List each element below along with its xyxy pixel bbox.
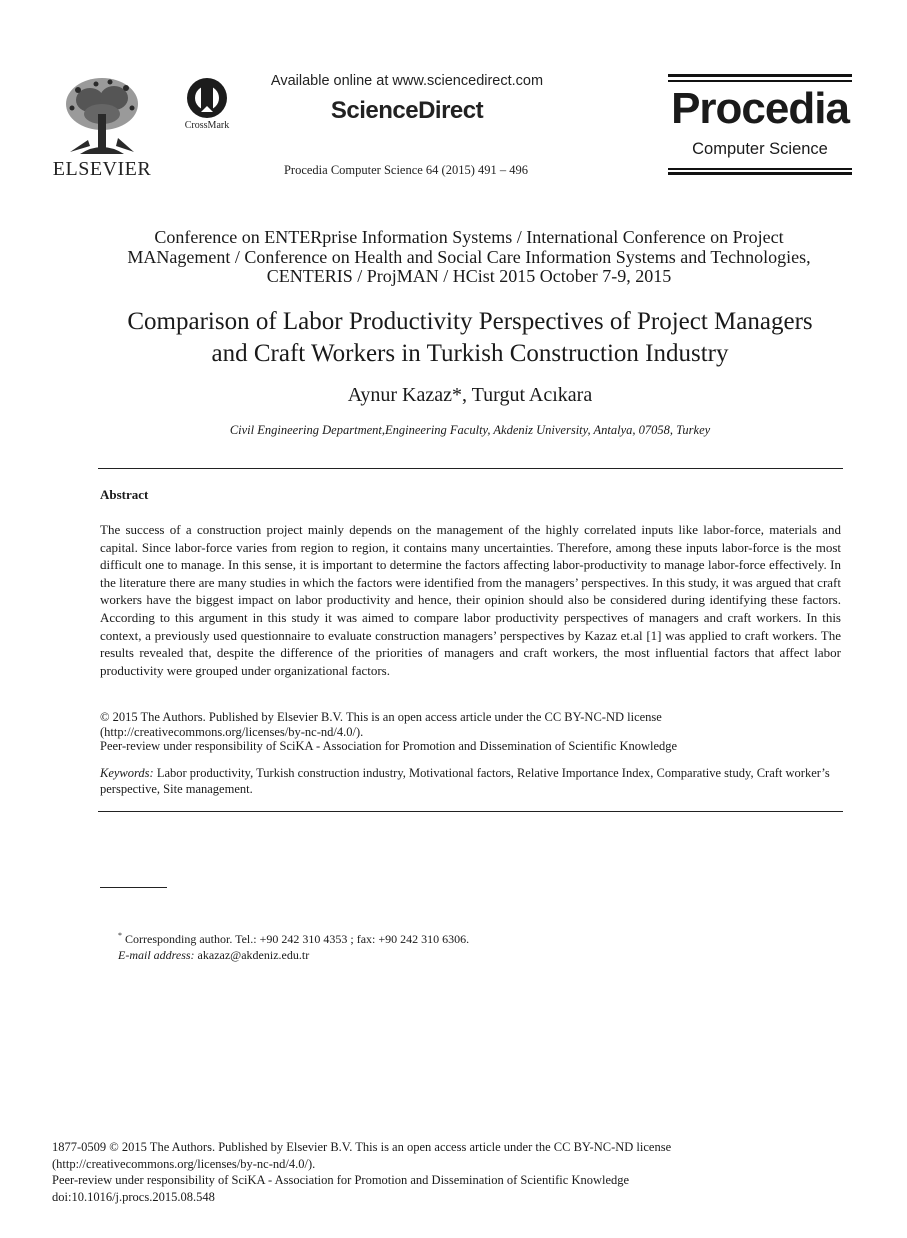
license-line-1: © 2015 The Authors. Published by Elsevier B.V. This is an open access article under the CC BY-NC-ND license: [100, 710, 662, 724]
crossmark-label: CrossMark: [184, 120, 230, 131]
conference-line-1: Conference on ENTERprise Information Systems / International Conference on Project: [154, 227, 784, 247]
footer-line-3: Peer-review under responsibility of SciKA - Association for Promotion and Dissemination of Scientific Knowledge: [52, 1173, 630, 1187]
procedia-top-rule: [668, 74, 852, 77]
keywords-text: Labor productivity, Turkish construction industry, Motivational factors, Relative Importance Index, Comparative study, Craft worker’s perspective, Site management.: [100, 766, 830, 796]
copyright-footer: [52, 1139, 852, 1205]
crossmark-icon: [185, 76, 229, 120]
procedia-subtitle: Computer Science: [692, 140, 828, 158]
procedia-logo: [668, 74, 852, 176]
keywords-label: Keywords:: [100, 766, 154, 780]
available-online-link[interactable]: Available online at www.sciencedirect.com: [270, 73, 544, 89]
license-statement: [100, 710, 841, 754]
title-line-2: and Craft Workers in Turkish Construction Industry: [211, 340, 729, 367]
license-line-3: Peer-review under responsibility of SciKA - Association for Promotion and Dissemination of Scientific Knowledge: [100, 739, 678, 753]
conference-line-2: MANagement / Conference on Health and Social Care Information Systems and Technologies,: [127, 246, 811, 267]
conference-name: [98, 228, 840, 287]
footnote-marker: *: [118, 931, 122, 940]
abstract-text: The success of a construction project mainly depends on the management of the highly correlated inputs like labor-force, materials and capital. Since labor-force varies from region to region, it contains many uncertainties. Therefore, among these inputs labor-force is the most difficult one to manage. In this sense, it is important to determine the factors affecting labor-productivity to manage labor-force effectively. In the literature there are many studies in which the factors were identified from the managers’ perspectives. In this study, it was argued that craft workers have the biggest impact on labor productivity and hence, their opinion should also be considered during identifying these factors. According to this argument in this study it was aimed to compare labor productivity perspectives of managers and craft workers. In this context, a previously used questionnaire to evaluate construction managers’ perspectives by Kazaz et.al [1] was applied to craft workers. The results revealed that, despite the difference of the priorities of managers and craft workers, the most influential factors that affect labor productivity were grouped under organizational factors.: [100, 522, 841, 678]
email-label: E-mail address:: [118, 948, 195, 962]
procedia-top-rule-thin: [668, 80, 852, 82]
elsevier-wordmark: ELSEVIER: [52, 158, 152, 180]
procedia-title: Procedia: [671, 84, 849, 133]
footer-line-1: 1877-0509 © 2015 The Authors. Published by Elsevier B.V. This is an open access article under the CC BY-NC-ND license: [52, 1140, 672, 1154]
footnote: [118, 928, 718, 963]
footnote-rule: [100, 887, 167, 888]
footer-license-link[interactable]: (http://creativecommons.org/licenses/by-nc-nd/4.0/).: [52, 1156, 316, 1171]
procedia-bottom-rule-thin: [668, 168, 852, 170]
corresponding-author-note: [118, 928, 718, 947]
email-note: [118, 947, 718, 963]
corresponding-author-text: Corresponding author. Tel.: +90 242 310 4353 ; fax: +90 242 310 6306.: [122, 932, 470, 946]
elsevier-logo: [52, 74, 152, 178]
sciencedirect-brand: ScienceDirect: [330, 97, 484, 124]
divider-bottom: [98, 811, 843, 812]
doi[interactable]: doi:10.1016/j.procs.2015.08.548: [52, 1189, 215, 1204]
conference-line-3: CENTERIS / ProjMAN / HCist 2015 October 7-9, 2015: [266, 266, 672, 286]
crossmark-badge[interactable]: [176, 76, 238, 134]
elsevier-tree-icon: [60, 74, 144, 158]
email-address[interactable]: akazaz@akdeniz.edu.tr: [194, 948, 310, 962]
authors: Aynur Kazaz*, Turgut Acıkara: [347, 384, 593, 406]
journal-citation: Procedia Computer Science 64 (2015) 491 – 496: [283, 163, 529, 177]
article-title: [90, 306, 850, 370]
license-link[interactable]: (http://creativecommons.org/licenses/by-nc-nd/4.0/).: [100, 724, 364, 739]
procedia-bottom-rule: [668, 172, 852, 175]
affiliation: Civil Engineering Department,Engineering Faculty, Akdeniz University, Antalya, 07058, Turkey: [229, 423, 711, 437]
divider-top: [98, 468, 843, 469]
title-line-1: Comparison of Labor Productivity Perspectives of Project Managers: [127, 308, 813, 335]
abstract-heading: Abstract: [100, 487, 149, 502]
keywords: [100, 765, 841, 797]
